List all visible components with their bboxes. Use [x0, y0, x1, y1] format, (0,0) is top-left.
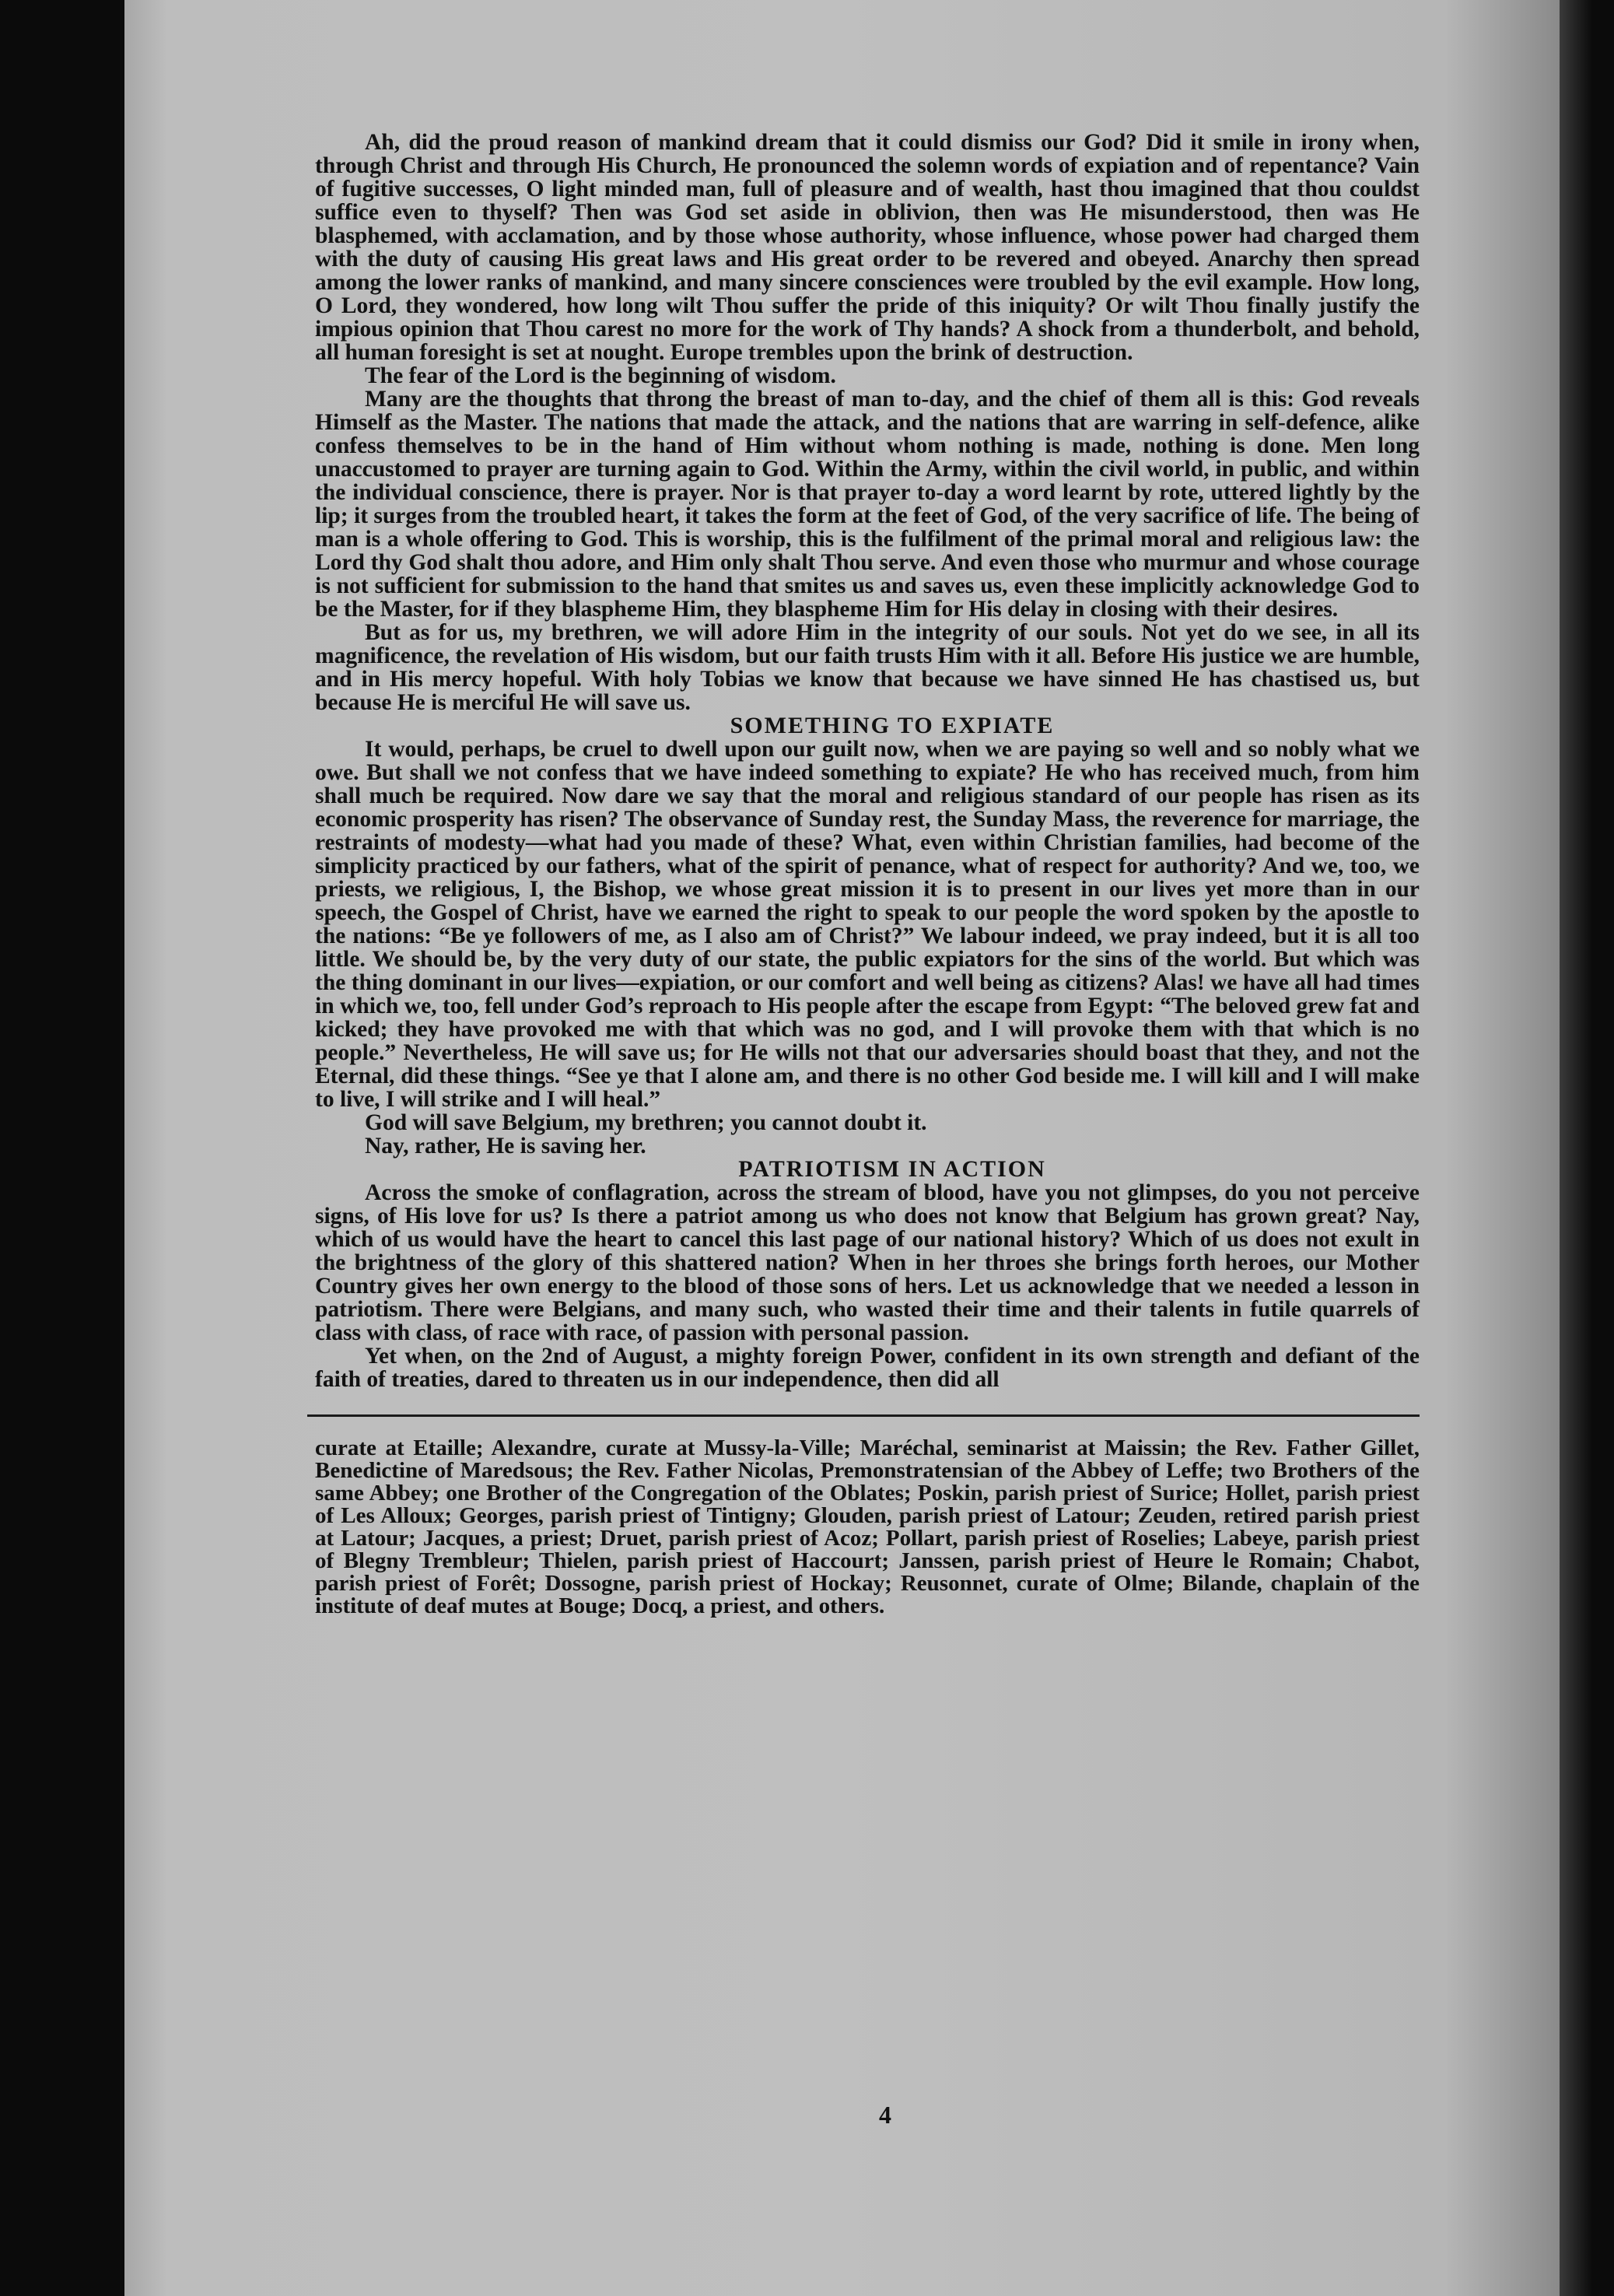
intro-paragraph-3: Many are the thoughts that throng the breast of man to-day, and the chief of them all is this: God reveals Himself as the Master. The nations that made the attack, and the nations that are warring in self-defence, alike confess themselves to be in the hand of Him without whom nothing is made, nothing is done. Men long unaccustomed to prayer are turning again to God. Within the Army, within the civil world, in public, and within the individual conscience, there is prayer. Nor is that prayer to-day a word learnt by rote, uttered lightly by the lip; it surges from the troubled heart, it takes the form at the feet of God, of the very sacrifice of life. The being of man is a whole offering to God. This is worship, this is the fulfilment of the primal moral and religious law: the Lord thy God shalt thou adore, and Him only shalt Thou serve. And even those who murmur and whose courage is not sufficient for submission to the hand that smites us and saves us, even these implicitly acknowledge God to be the Master, for if they blaspheme Him, they blaspheme Him for His delay in closing with their desires.: [315, 387, 1420, 622]
footnote-text: curate at Etaille; Alexandre, curate at Mussy-la-Ville; Maréchal, seminarist at Maissin; the Rev. Father Gillet, Benedictine of Maredsous; the Rev. Father Nicolas, Premonstratensian of the Abbey of Leffe; two Brothers of the same Abbey; one Brother of the Congregation of the Oblates; Poskin, parish priest of Surice; Hollet, parish priest of Les Alloux; Georges, parish priest of Tintigny; Glouden, parish priest of Latour; Zeuden, retired parish priest at Latour; Jacques, a priest; Druet, parish priest of Acoz; Pollart, parish priest of Roselies; Labeye, parish priest of Blegny Trembleur; Thielen, parish priest of Haccourt; Janssen, parish priest of Heure le Romain; Chabot, parish priest of Forêt; Dossogne, parish priest of Hockay; Reusonnet, curate of Olme; Bilande, chaplain of the institute of deaf mutes at Bouge; Docq, a priest, and others.: [315, 1435, 1420, 1618]
page-body: [315, 131, 1420, 1618]
footnote-divider: [307, 1414, 1420, 1417]
intro-paragraph-2: The fear of the Lord is the beginning of wisdom.: [365, 363, 836, 388]
patriotism-paragraph-1: Across the smoke of conflagration, across the stream of blood, have you not glimpses, do you not perceive signs, of His love for us? Is there a patriot among us who does not know that Belgium has grown great? Nay, which of us would have the heart to cancel this last page of our national history? Which of us does not exult in the brightness of the glory of this shattered nation? When in her throes she brings forth heroes, our Mother Country gives her own energy to the blood of those sons of hers. Let us acknowledge that we needed a lesson in patriotism. There were Belgians, and many such, who wasted their time and their talents in futile quarrels of class with class, of race with race, of passion with personal passion.: [315, 1180, 1420, 1345]
scan-edge-shadow: [1560, 0, 1614, 2296]
expiate-paragraph-3: Nay, rather, He is saving her.: [365, 1134, 646, 1159]
heading-something-to-expiate: SOMETHING TO EXPIATE: [730, 713, 1055, 738]
expiate-paragraph-1: It would, perhaps, be cruel to dwell upon our guilt now, when we are paying so well and so nobly what we owe. But shall we not confess that we have indeed something to expiate? He who has received much, from him shall much be required. Now dare we say that the moral and religious standard of our people has risen as its economic prosperity has risen? The observance of Sunday rest, the Sunday Mass, the reverence for marriage, the restraints of modesty—what had you made of these? What, even within Christian families, had become of the simplicity practiced by our fathers, what of the spirit of penance, what of respect for authority? And we, too, we priests, we religious, I, the Bishop, we whose great mission it is to present in our lives yet more than in our speech, the Gospel of Christ, have we earned the right to speak to our people the word spoken by the apostle to the nations: “Be ye followers of me, as I also am of Christ?” We labour indeed, we pray indeed, but it is all too little. We should be, by the very duty of our state, the public expiators for the sins of the world. But which was the thing dominant in our lives—expiation, or our comfort and well being as citizens? Alas! we have all had times in which we, too, fell under God’s reproach to His people after the escape from Egypt: “The beloved grew fat and kicked; they have provoked me with that which was no god, and I will provoke them with that which is no people.” Nevertheless, He will save us; for He wills not that our adversaries should boast that they, and not the Eternal, did these things. “See ye that I alone am, and there is no other God beside me. I will kill and I will make to live, I will strike and I will heal.”: [315, 737, 1420, 1112]
footnote: [315, 1437, 1420, 1618]
heading-patriotism-in-action: PATRIOTISM IN ACTION: [738, 1156, 1046, 1182]
patriotism-paragraph-2: Yet when, on the 2nd of August, a mighty foreign Power, confident in its own strength and defiant of the faith of treaties, dared to threaten us in our independence, then did all: [315, 1344, 1420, 1392]
expiate-paragraph-2: God will save Belgium, my brethren; you cannot doubt it.: [365, 1110, 927, 1135]
intro-paragraph-4: But as for us, my brethren, we will adore Him in the integrity of our souls. Not yet do we see, in all its magnificence, the revelation of His wisdom, but our faith trusts Him with it all. Before His justice we are humble, and in His mercy hopeful. With holy Tobias we know that because we have sinned He has chastised us, but because He is merciful He will save us.: [315, 620, 1420, 715]
intro-paragraph-1: Ah, did the proud reason of mankind dream that it could dismiss our God? Did it smile in irony when, through Christ and through His Church, He pronounced the solemn words of expiation and of repentance? Vain of fugitive successes, O light minded man, full of pleasure and of wealth, hast thou imagined that thou couldst suffice even to thyself? Then was God set aside in oblivion, then was He misunderstood, then was He blasphemed, with acclamation, and by those whose authority, whose influence, whose power had charged them with the duty of causing His great laws and His great order to be revered and obeyed. Anarchy then spread among the lower ranks of mankind, and many sincere consciences were troubled by the evil example. How long, O Lord, they wondered, how long wilt Thou suffer the pride of this iniquity? Or wilt Thou finally justify the impious opinion that Thou carest no more for the work of Thy hands? A shock from a thunderbolt, and behold, all human foresight is set at nought. Europe trembles upon the brink of destruction.: [315, 130, 1420, 365]
page-number: 4: [879, 2101, 891, 2129]
